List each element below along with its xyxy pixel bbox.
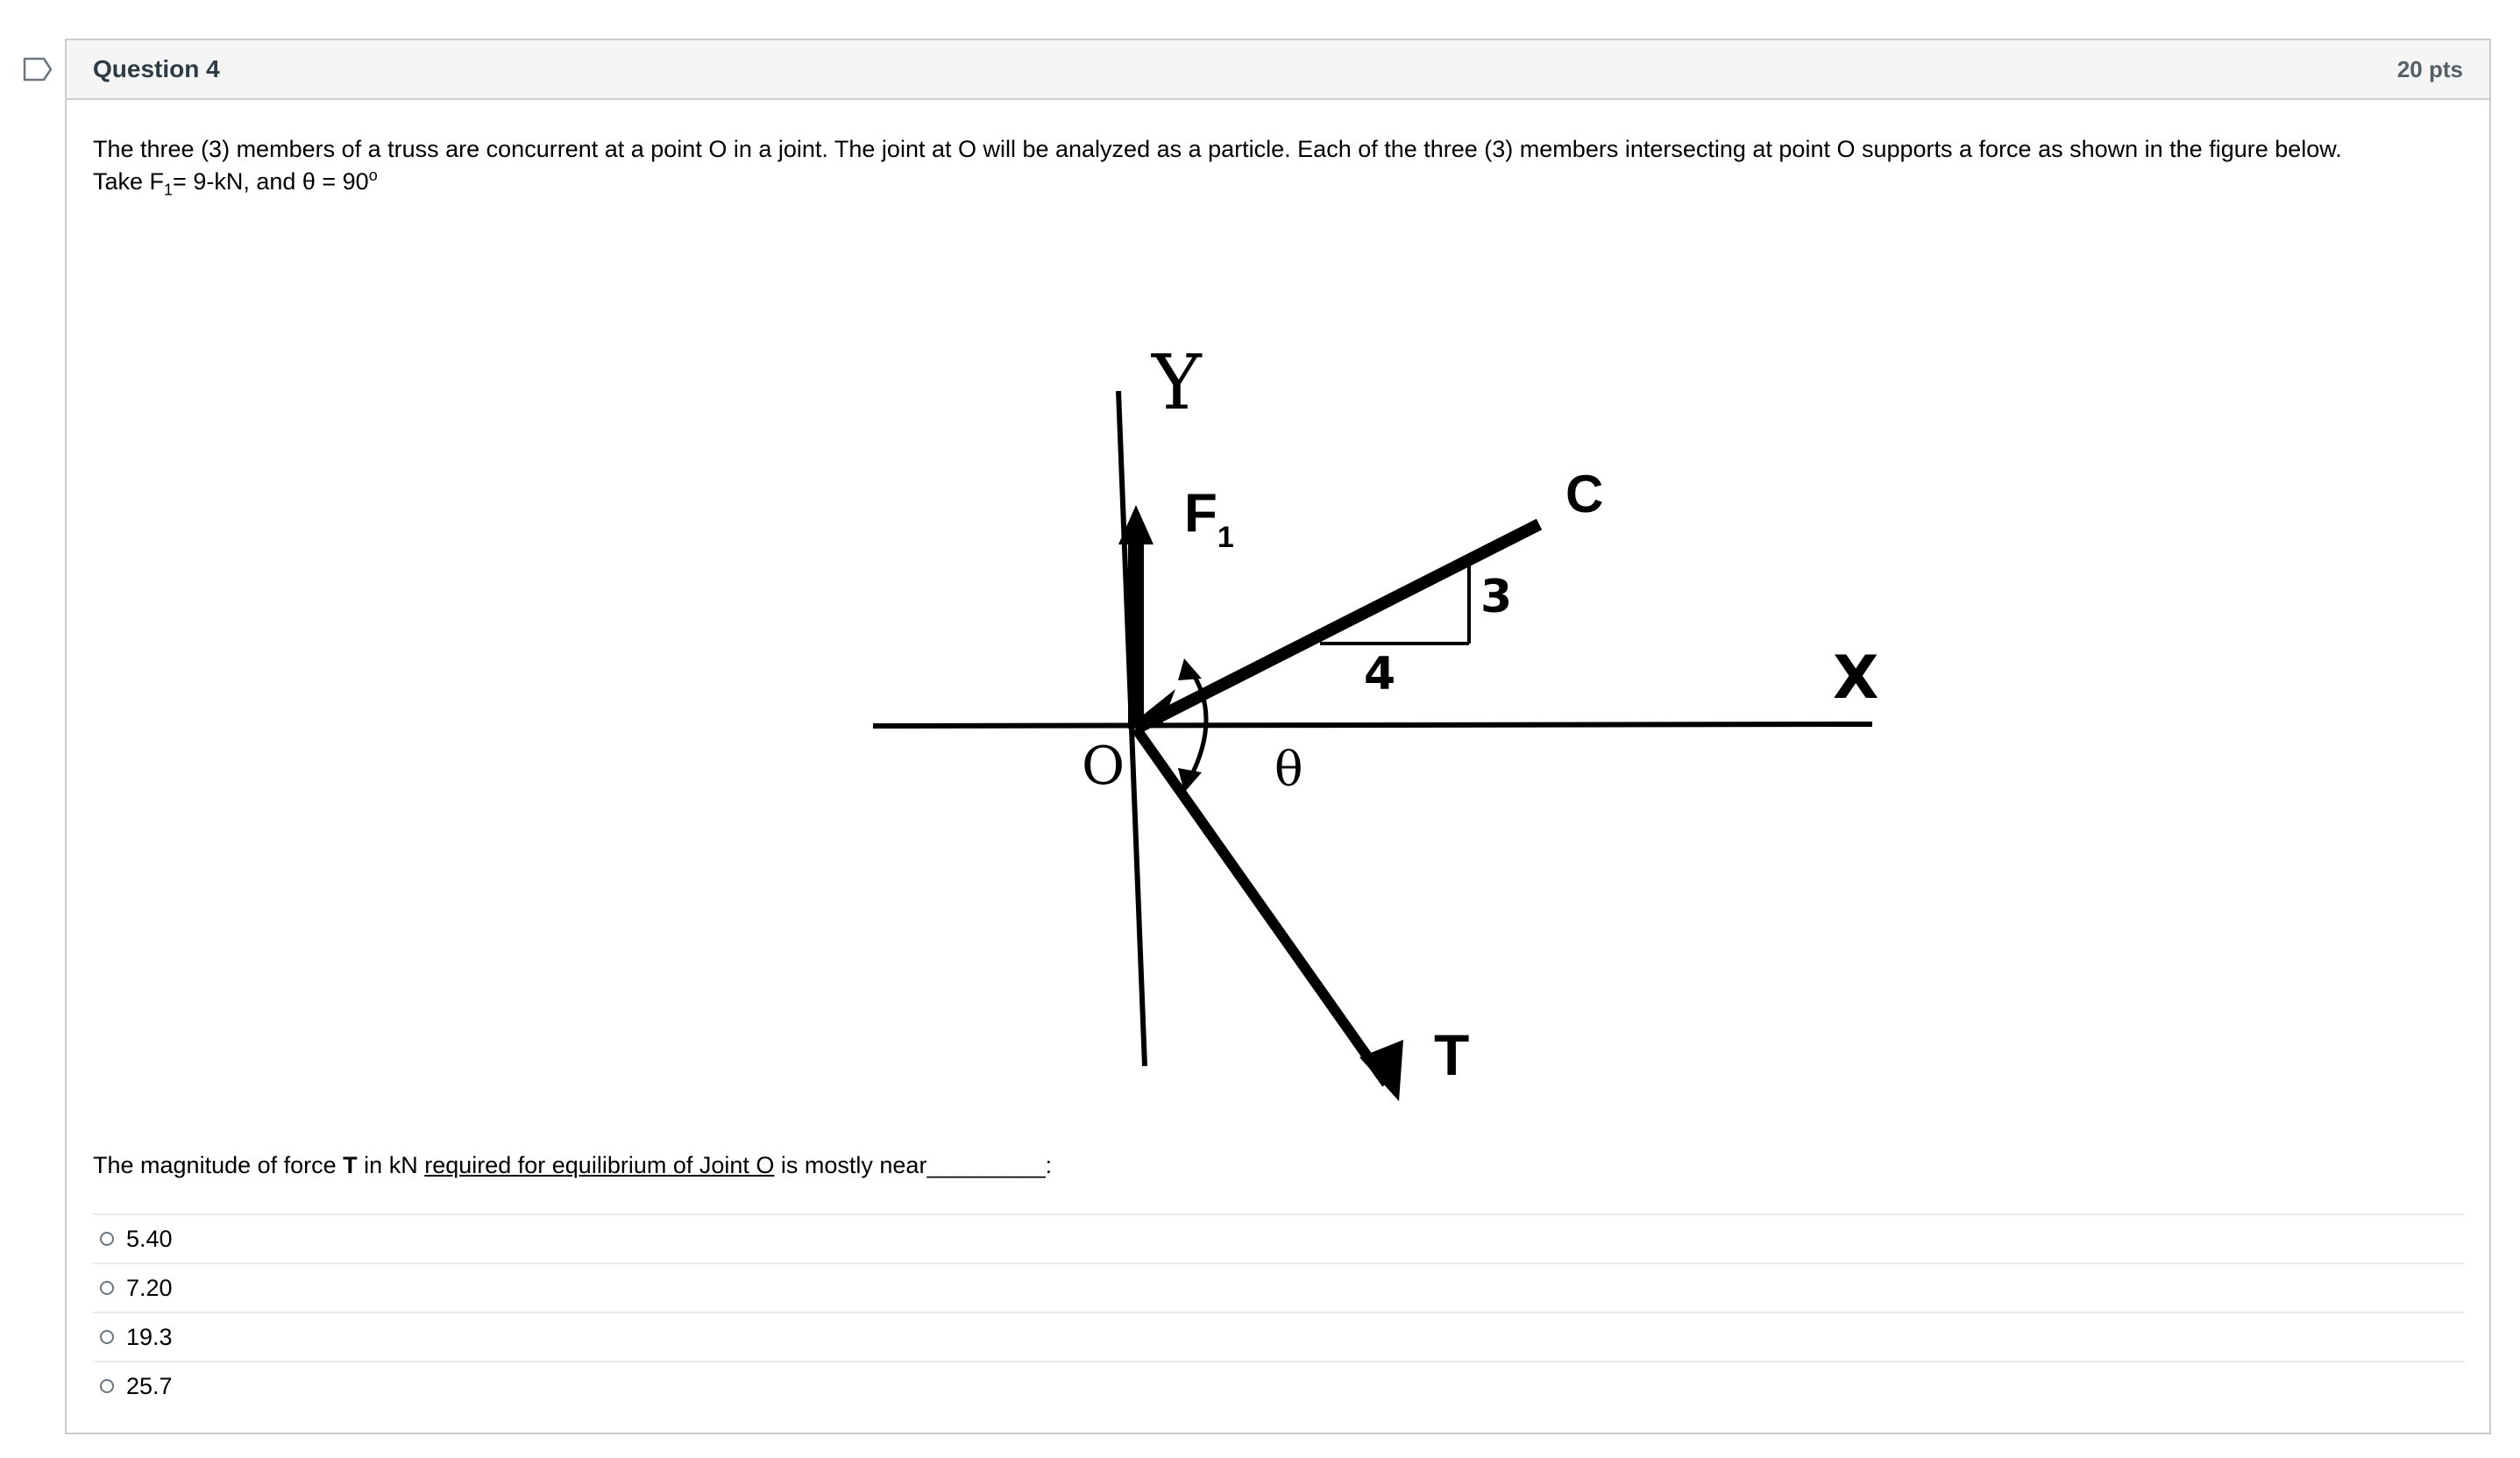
label-x: X	[1833, 644, 1879, 713]
answer-label: 7.20	[126, 1274, 173, 1301]
answer-option[interactable]	[93, 1213, 2465, 1262]
answer-option[interactable]	[93, 1312, 2465, 1361]
label-3: 3	[1480, 571, 1513, 623]
prompt-sub: 1	[164, 181, 174, 199]
theta-arc-arrow-top	[1178, 658, 1202, 680]
label-f1	[1184, 483, 1234, 554]
radio-button[interactable]	[100, 1232, 114, 1246]
prompt-take: Take F	[93, 168, 165, 195]
label-4: 4	[1364, 648, 1396, 701]
question-title: Question 4	[93, 55, 220, 82]
question-body	[67, 133, 2489, 198]
answer-list	[93, 1213, 2465, 1410]
ask-underlined: required for equilibrium of Joint O	[424, 1152, 775, 1178]
ask-mid: in kN	[357, 1152, 425, 1178]
prompt-text: The three (3) members of a truss are concurrent at a point O in a joint. The joint at O will be analyzed as a particle. Each of the three (3) members intersecting at point O supports a force as shown in the figure below.	[93, 136, 2342, 162]
member-c	[1136, 524, 1539, 729]
radio-button[interactable]	[100, 1330, 114, 1344]
answer-label: 25.7	[126, 1372, 173, 1399]
label-y: Y	[1152, 339, 1202, 427]
label-theta: θ	[1274, 742, 1303, 797]
answer-label: 19.3	[126, 1323, 173, 1350]
label-o: O	[1082, 736, 1125, 797]
flag-question-icon[interactable]	[23, 57, 53, 82]
ask-pre: The magnitude of force	[93, 1152, 344, 1178]
answer-label: 5.40	[126, 1225, 173, 1252]
question-points: 20 pts	[2396, 55, 2463, 82]
label-f1-main: F	[1184, 483, 1217, 544]
ask-blank: _________:	[926, 1152, 1053, 1178]
prompt-degree: o	[368, 167, 378, 184]
answer-option[interactable]	[93, 1361, 2465, 1410]
prompt-given: = 9-kN, and θ = 90	[173, 168, 369, 195]
ask-post: is mostly near	[774, 1152, 927, 1178]
radio-button[interactable]	[100, 1281, 114, 1295]
truss-joint-figure	[785, 312, 1890, 1119]
force-t-shaft	[1136, 729, 1387, 1084]
question-card	[65, 39, 2491, 1434]
ask-force: T	[343, 1152, 358, 1178]
label-t: T	[1434, 1022, 1470, 1087]
answer-option[interactable]	[93, 1262, 2465, 1312]
label-f1-sub: 1	[1217, 521, 1234, 554]
question-ask	[93, 1152, 1052, 1179]
label-c: C	[1565, 465, 1604, 523]
question-header	[67, 40, 2489, 100]
radio-button[interactable]	[100, 1379, 114, 1393]
x-axis	[873, 724, 1872, 726]
question-prompt	[93, 133, 2468, 198]
